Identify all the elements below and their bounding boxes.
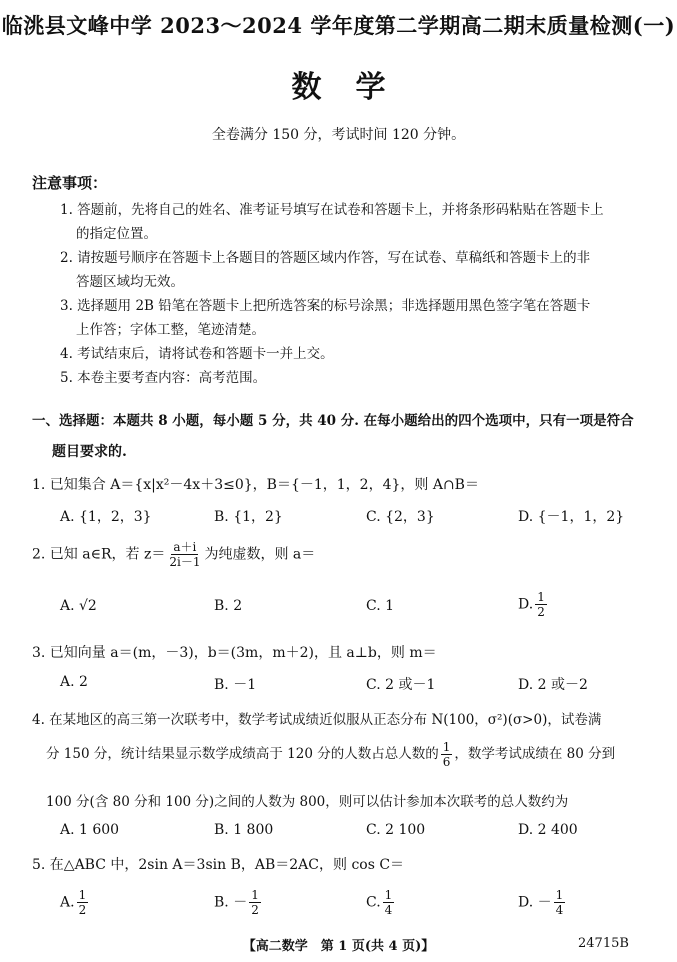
frac-den: 2: [78, 903, 87, 917]
q4-option-b: B. 1 800: [214, 822, 274, 838]
q2-fraction: [167, 540, 202, 569]
notice-line: 答题区域均无效。: [76, 274, 184, 290]
option-label: B. －: [214, 894, 248, 911]
option-label: C.: [366, 894, 381, 911]
exam-info: 全卷满分 150 分，考试时间 120 分钟。: [211, 127, 466, 143]
q4-option-d: D. 2 400: [518, 822, 578, 838]
section-heading: 一、选择题：本题共 8 小题，每小题 5 分，共 40 分. 在每小题给出的四个选项中，只有一项是符合: [32, 413, 634, 429]
q1-option-a: A. {1，2，3}: [60, 509, 152, 525]
frac-num: 1: [78, 888, 87, 902]
notice-line: 5. 本卷主要考查内容：高考范围。: [60, 370, 267, 386]
question-3-stem: 3. 已知向量 a＝(m，－3)，b＝(3m，m＋2)，且 a⊥b，则 m＝: [32, 645, 437, 661]
frac-num: 1: [384, 888, 393, 902]
frac-num: 1: [251, 888, 259, 902]
option-label: D. －: [518, 894, 552, 911]
q2-option-d-fraction: [535, 590, 547, 619]
notice-line: 3. 选择题用 2B 铅笔在答题卡上把所选答案的标号涂黑；非选择题用黑色签字笔在答题卡: [60, 298, 591, 314]
notice-title: 注意事项：: [32, 174, 108, 192]
question-5-stem: 5. 在△ABC 中，2sin A＝3sin B，AB＝2AC，则 cos C＝: [32, 857, 405, 873]
question-1-stem: 1. 已知集合 A＝{x|x²－4x＋3≤0}，B＝{－1，1，2，4}，则 A∩B＝: [32, 477, 479, 493]
option-label: A.: [60, 894, 75, 911]
q2-option-d-label: D.: [518, 596, 534, 613]
q1-option-c: C. {2，3}: [366, 509, 435, 525]
page-footer: 【高二数学 第 1 页(共 4 页)】: [242, 939, 435, 954]
section-heading-cont: 题目要求的.: [52, 444, 127, 460]
notice-line: 上作答；字体工整，笔迹清楚。: [76, 322, 265, 338]
q3-option-c: C. 2 或－1: [366, 677, 436, 693]
q2-option-c: C. 1: [366, 598, 395, 614]
subject-title: 数学: [291, 70, 420, 105]
q3-option-b: B. －1: [214, 677, 257, 693]
q1-option-b: B. {1，2}: [214, 509, 283, 525]
q2-stem-post: 为纯虚数，则 a＝: [204, 546, 316, 563]
frac-num: 1: [555, 888, 564, 902]
frac-den: 4: [555, 903, 564, 917]
question-2-stem: [32, 540, 315, 569]
q5-option-a-fraction: [77, 888, 89, 917]
q2-stem-pre: 2. 已知 a∈R，若 z＝: [32, 546, 166, 563]
q5-option-d-fraction: [554, 888, 566, 917]
q5-option-d: [518, 888, 567, 917]
question-4-line3: 100 分(含 80 分和 100 分)之间的人数为 800，则可以估计参加本次联考的总人数约为: [46, 794, 569, 810]
notice-line: 1. 答题前，先将自己的姓名、准考证号填写在试卷和答题卡上，并将条形码粘贴在答题卡上: [60, 202, 604, 218]
frac-num: 1: [537, 590, 545, 604]
notice-line: 的指定位置。: [76, 226, 157, 242]
q2-frac-den: 2i－1: [169, 555, 201, 569]
notice-line: 2. 请按题号顺序在答题卡上各题目的答题区域内作答，写在试卷、草稿纸和答题卡上的非: [60, 250, 591, 266]
question-4-line1: 4. 在某地区的高三第一次联考中，数学考试成绩近似服从正态分布 N(100，σ²)(σ>0)，试卷满: [32, 712, 602, 728]
q5-option-c: [366, 888, 396, 917]
frac-den: 2: [251, 903, 259, 917]
paper-code: 24715B: [578, 936, 629, 951]
q2-frac-num: a＋i: [173, 540, 197, 554]
q1-option-d: D. {－1，1，2}: [518, 509, 625, 525]
q2-option-d: [518, 590, 549, 619]
frac-num: 1: [442, 740, 451, 754]
q4-option-a: A. 1 600: [60, 822, 120, 838]
q5-option-b: [214, 888, 263, 917]
q5-option-b-fraction: [249, 888, 261, 917]
q5-option-c-fraction: [383, 888, 395, 917]
frac-den: 4: [384, 903, 393, 917]
q4-option-c: C. 2 100: [366, 822, 426, 838]
notice-line: 4. 考试结束后，请将试卷和答题卡一并上交。: [60, 346, 334, 362]
q3-option-d: D. 2 或－2: [518, 677, 588, 693]
frac-den: 2: [537, 605, 545, 619]
q5-option-a: [60, 888, 90, 917]
q3-option-a: A. 2: [60, 674, 88, 690]
q2-option-b: B. 2: [214, 598, 243, 614]
frac-den: 6: [442, 755, 451, 769]
q4-fraction: [441, 740, 453, 769]
question-4-line2: [46, 740, 615, 769]
q2-option-a: A. √2: [60, 598, 97, 614]
q4-line2-pre: 分 150 分，统计结果显示数学成绩高于 120 分的人数占总人数的: [46, 746, 439, 762]
exam-title: 临洮县文峰中学 2023～2024 学年度第二学期高二期末质量检测(一): [1, 13, 676, 38]
q4-line2-post: ，数学考试成绩在 80 分到: [454, 746, 616, 762]
